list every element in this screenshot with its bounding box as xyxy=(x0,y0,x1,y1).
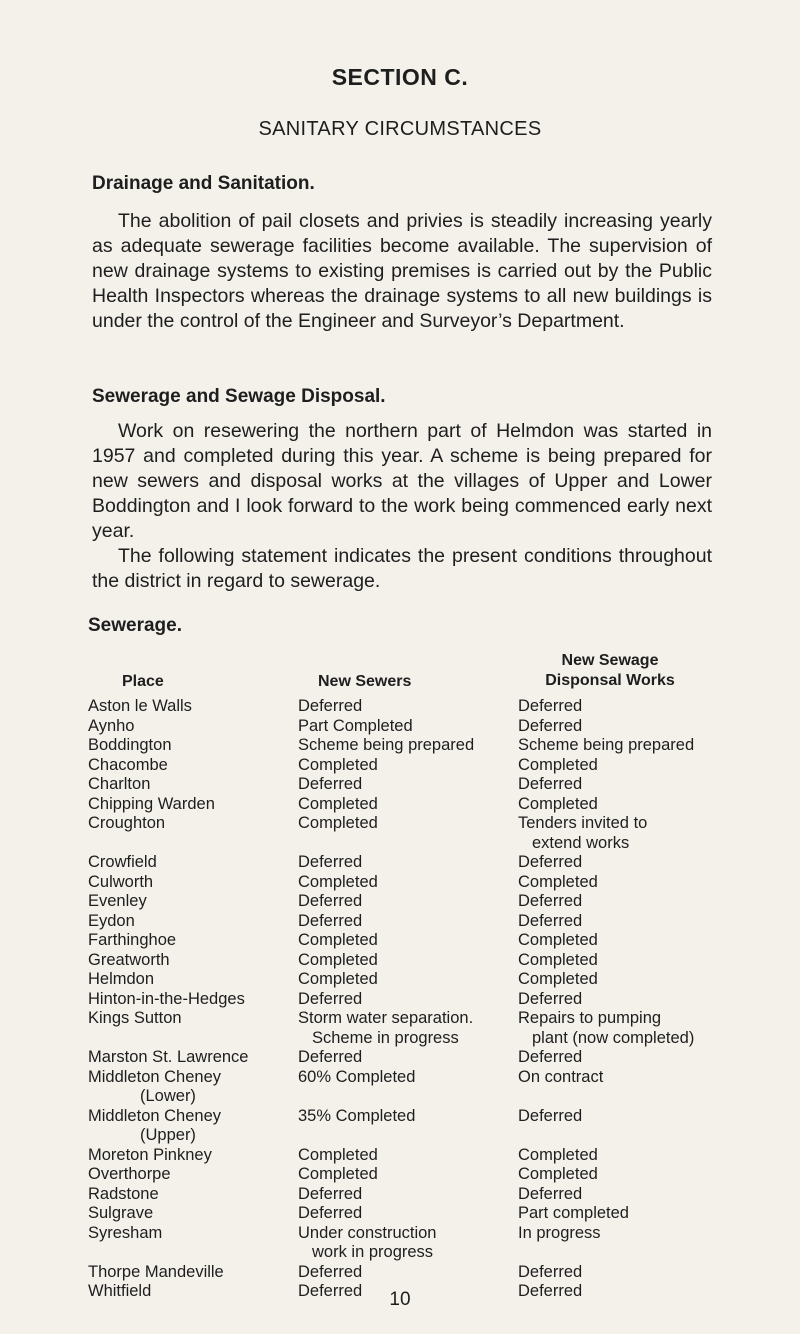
drainage-paragraph xyxy=(92,209,712,334)
sewers-cell: Deferred xyxy=(298,1262,363,1281)
sewers-column xyxy=(298,736,518,756)
place-column xyxy=(88,1204,298,1224)
sewers-column xyxy=(298,912,518,932)
place-column xyxy=(88,775,298,795)
place-cell: Culworth xyxy=(88,872,154,891)
new-sewers-column-header: New Sewers xyxy=(318,672,412,690)
disposal-column xyxy=(518,1048,793,1068)
sewers-cell: Deferred xyxy=(298,989,363,1008)
sewage-disposal-text-2: The following statement indicates the present conditions throughout the district in regard to sewerage. xyxy=(92,545,712,592)
disposal-cell: Deferred xyxy=(518,1048,583,1066)
sewers-column xyxy=(298,990,518,1010)
disposal-header-line-1: New Sewage xyxy=(561,652,659,669)
disposal-column xyxy=(518,1204,793,1224)
sewers-column xyxy=(298,717,518,737)
place-column xyxy=(88,931,298,951)
table-row xyxy=(88,775,793,795)
sewers-cell: Completed xyxy=(298,755,378,774)
table-row xyxy=(88,814,793,853)
sewers-column xyxy=(298,1068,518,1107)
disposal-cell: Deferred xyxy=(518,911,583,930)
sewers-cell: Completed xyxy=(298,1165,378,1183)
disposal-cell: Deferred xyxy=(518,1184,583,1203)
place-sub-cell: (Lower) xyxy=(140,1087,196,1105)
sewers-column xyxy=(298,1146,518,1166)
place-column xyxy=(88,970,298,990)
disposal-cell: Deferred xyxy=(518,989,583,1008)
place-cell: Eydon xyxy=(88,911,135,930)
sewers-column xyxy=(298,1009,518,1048)
table-row xyxy=(88,1204,793,1224)
place-cell: Evenley xyxy=(88,892,147,910)
disposal-column xyxy=(518,892,793,912)
sewers-column xyxy=(298,697,518,717)
sewerage-table xyxy=(88,645,793,1302)
place-column xyxy=(88,756,298,776)
place-column xyxy=(88,717,298,737)
table-row xyxy=(88,990,793,1010)
disposal-column xyxy=(518,775,793,795)
disposal-cell: Deferred xyxy=(518,1282,583,1300)
disposal-cell: In progress xyxy=(518,1223,601,1242)
table-row xyxy=(88,873,793,893)
disposal-column xyxy=(518,795,793,815)
sewers-column xyxy=(298,1224,518,1263)
place-column xyxy=(88,912,298,932)
place-column xyxy=(88,814,298,853)
sewers-column xyxy=(298,756,518,776)
disposal-cell: Completed xyxy=(518,950,598,969)
sewers-cell: 60% Completed xyxy=(298,1067,416,1086)
page-number: 10 xyxy=(389,1289,411,1310)
place-cell: Syresham xyxy=(88,1223,163,1242)
sewage-disposal-paragraph xyxy=(92,419,712,594)
sewers-cell: Completed xyxy=(298,872,378,891)
disposal-cell: Part completed xyxy=(518,1204,629,1222)
table-row xyxy=(88,697,793,717)
drainage-heading: Drainage and Sanitation. xyxy=(92,173,315,194)
table-header xyxy=(88,645,793,697)
disposal-cell: Completed xyxy=(518,1165,598,1183)
sewers-cell: Part Completed xyxy=(298,716,413,735)
place-cell: Farthinghoe xyxy=(88,931,177,949)
place-cell: Charlton xyxy=(88,775,151,793)
place-column xyxy=(88,892,298,912)
table-row xyxy=(88,1185,793,1205)
disposal-cell: Deferred xyxy=(518,1262,583,1281)
place-cell: Radstone xyxy=(88,1184,159,1203)
table-row xyxy=(88,1068,793,1107)
table-body xyxy=(88,697,793,1302)
disposal-cell: Deferred xyxy=(518,775,583,793)
place-column xyxy=(88,1165,298,1185)
disposal-column xyxy=(518,814,793,853)
disposal-works-column-header xyxy=(520,651,700,691)
page-subtitle: SANITARY CIRCUMSTANCES xyxy=(258,118,542,140)
disposal-cell: Deferred xyxy=(518,853,583,871)
place-cell: Thorpe Mandeville xyxy=(88,1262,224,1281)
place-column-header: Place xyxy=(122,672,164,690)
disposal-column xyxy=(518,990,793,1010)
sewers-cell: Deferred xyxy=(298,853,363,871)
table-row xyxy=(88,1146,793,1166)
table-row xyxy=(88,1165,793,1185)
sewers-cell: Deferred xyxy=(298,1204,363,1222)
disposal-cell: Completed xyxy=(518,931,598,949)
sewers-column xyxy=(298,931,518,951)
place-cell: Aston le Walls xyxy=(88,697,192,715)
sewers-column xyxy=(298,1165,518,1185)
sewers-cell: Completed xyxy=(298,814,378,832)
place-column xyxy=(88,1009,298,1048)
disposal-cell: On contract xyxy=(518,1067,604,1086)
disposal-cell: Repairs to pumping xyxy=(518,1009,662,1027)
table-row xyxy=(88,1107,793,1146)
table-row xyxy=(88,912,793,932)
sewers-column xyxy=(298,970,518,990)
place-cell: Marston St. Lawrence xyxy=(88,1048,249,1066)
disposal-cell-continued: plant (now completed) xyxy=(532,1028,695,1047)
place-cell: Sulgrave xyxy=(88,1204,154,1222)
disposal-cell: Completed xyxy=(518,794,598,813)
disposal-column xyxy=(518,873,793,893)
sewerage-table-heading: Sewerage. xyxy=(88,615,182,636)
place-cell: Middleton Cheney xyxy=(88,1067,221,1086)
sewers-column xyxy=(298,873,518,893)
table-row xyxy=(88,1048,793,1068)
place-column xyxy=(88,853,298,873)
table-row xyxy=(88,931,793,951)
sewers-column xyxy=(298,775,518,795)
sewers-cell: Deferred xyxy=(298,1184,363,1203)
place-column xyxy=(88,736,298,756)
disposal-column xyxy=(518,1009,793,1048)
disposal-column xyxy=(518,931,793,951)
disposal-column xyxy=(518,756,793,776)
sewers-cell-continued: work in progress xyxy=(312,1243,434,1261)
disposal-cell: Deferred xyxy=(518,697,583,715)
disposal-cell: Deferred xyxy=(518,716,583,735)
disposal-column xyxy=(518,1165,793,1185)
table-row xyxy=(88,970,793,990)
place-column xyxy=(88,1263,298,1283)
sewers-cell: Deferred xyxy=(298,892,363,910)
disposal-cell: Deferred xyxy=(518,892,583,910)
disposal-column xyxy=(518,1107,793,1146)
table-row xyxy=(88,853,793,873)
place-cell: Whitfield xyxy=(88,1282,152,1300)
table-row xyxy=(88,951,793,971)
sewers-cell: 35% Completed xyxy=(298,1106,416,1125)
disposal-column xyxy=(518,853,793,873)
place-cell: Aynho xyxy=(88,716,135,735)
place-cell: Croughton xyxy=(88,814,166,832)
disposal-cell: Scheme being prepared xyxy=(518,736,695,754)
sewage-disposal-text-1: Work on resewering the northern part of Helmdon was started in 1957 and completed during this year. A scheme is being prepared for new sewers and disposal works at the villages of Upper and Lower Boddington and I look forward to the work being commenced early next year. xyxy=(92,420,712,542)
disposal-cell-continued: extend works xyxy=(532,833,630,852)
place-column xyxy=(88,795,298,815)
place-cell: Kings Sutton xyxy=(88,1009,182,1027)
sewers-column xyxy=(298,951,518,971)
sewers-cell: Storm water separation. xyxy=(298,1009,474,1027)
disposal-column xyxy=(518,1068,793,1107)
table-row xyxy=(88,717,793,737)
place-column xyxy=(88,873,298,893)
sewers-column xyxy=(298,1107,518,1146)
table-row xyxy=(88,892,793,912)
sewers-cell: Deferred xyxy=(298,911,363,930)
disposal-column xyxy=(518,717,793,737)
sewers-column xyxy=(298,814,518,853)
disposal-header-line-2: Disponsal Works xyxy=(545,672,675,689)
disposal-cell: Completed xyxy=(518,872,598,891)
table-row xyxy=(88,795,793,815)
disposal-cell: Completed xyxy=(518,755,598,774)
place-cell: Moreton Pinkney xyxy=(88,1145,212,1164)
place-cell: Middleton Cheney xyxy=(88,1106,221,1125)
place-column xyxy=(88,1068,298,1107)
sewage-disposal-heading: Sewerage and Sewage Disposal. xyxy=(92,386,386,407)
table-row xyxy=(88,1224,793,1263)
place-column xyxy=(88,1146,298,1166)
sewers-cell: Deferred xyxy=(298,697,363,715)
place-column xyxy=(88,951,298,971)
disposal-cell: Completed xyxy=(518,970,598,988)
sewers-cell: Scheme being prepared xyxy=(298,736,475,754)
place-column xyxy=(88,1185,298,1205)
place-cell: Greatworth xyxy=(88,950,170,969)
place-cell: Boddington xyxy=(88,736,172,754)
place-cell: Helmdon xyxy=(88,970,155,988)
disposal-column xyxy=(518,1263,793,1283)
drainage-text: The abolition of pail closets and privies is steadily increasing yearly as adequate sewerage facilities become available. The supervision of new drainage systems to existing premises is carried out by the Public Health Inspectors whereas the drainage systems to all new buildings is under the control of the Engineer and Surveyor’s Department. xyxy=(92,210,712,332)
disposal-column xyxy=(518,970,793,990)
sewers-column xyxy=(298,1185,518,1205)
table-row xyxy=(88,736,793,756)
sewers-cell: Deferred xyxy=(298,1048,363,1066)
disposal-cell: Tenders invited to xyxy=(518,814,648,832)
place-column xyxy=(88,1107,298,1146)
place-cell: Chipping Warden xyxy=(88,794,215,813)
disposal-column xyxy=(518,1185,793,1205)
disposal-column xyxy=(518,912,793,932)
table-row xyxy=(88,1263,793,1283)
sewers-column xyxy=(298,1263,518,1283)
place-cell: Chacombe xyxy=(88,755,168,774)
sewers-cell: Completed xyxy=(298,794,378,813)
sewers-cell: Under construction xyxy=(298,1223,437,1242)
place-column xyxy=(88,1224,298,1263)
table-row xyxy=(88,1009,793,1048)
disposal-cell: Completed xyxy=(518,1145,598,1164)
disposal-column xyxy=(518,951,793,971)
sewers-cell: Deferred xyxy=(298,775,363,793)
disposal-column xyxy=(518,697,793,717)
place-cell: Crowfield xyxy=(88,853,157,871)
disposal-column xyxy=(518,1224,793,1263)
disposal-column xyxy=(518,1146,793,1166)
place-column xyxy=(88,990,298,1010)
sewers-cell: Completed xyxy=(298,931,378,949)
sewers-cell: Completed xyxy=(298,970,378,988)
place-column xyxy=(88,697,298,717)
place-cell: Hinton-in-the-Hedges xyxy=(88,989,245,1008)
sewers-cell: Completed xyxy=(298,950,378,969)
sewers-cell-continued: Scheme in progress xyxy=(312,1028,459,1047)
place-column xyxy=(88,1048,298,1068)
place-cell: Overthorpe xyxy=(88,1165,171,1183)
sewers-cell: Deferred xyxy=(298,1282,363,1300)
sewers-column xyxy=(298,795,518,815)
sewers-column xyxy=(298,853,518,873)
sewers-column xyxy=(298,1204,518,1224)
sewers-cell: Completed xyxy=(298,1145,378,1164)
sewers-column xyxy=(298,1048,518,1068)
sewers-column xyxy=(298,892,518,912)
disposal-cell: Deferred xyxy=(518,1106,583,1125)
section-title: SECTION C. xyxy=(331,64,469,90)
disposal-column xyxy=(518,736,793,756)
table-row xyxy=(88,756,793,776)
place-sub-cell: (Upper) xyxy=(140,1126,196,1144)
